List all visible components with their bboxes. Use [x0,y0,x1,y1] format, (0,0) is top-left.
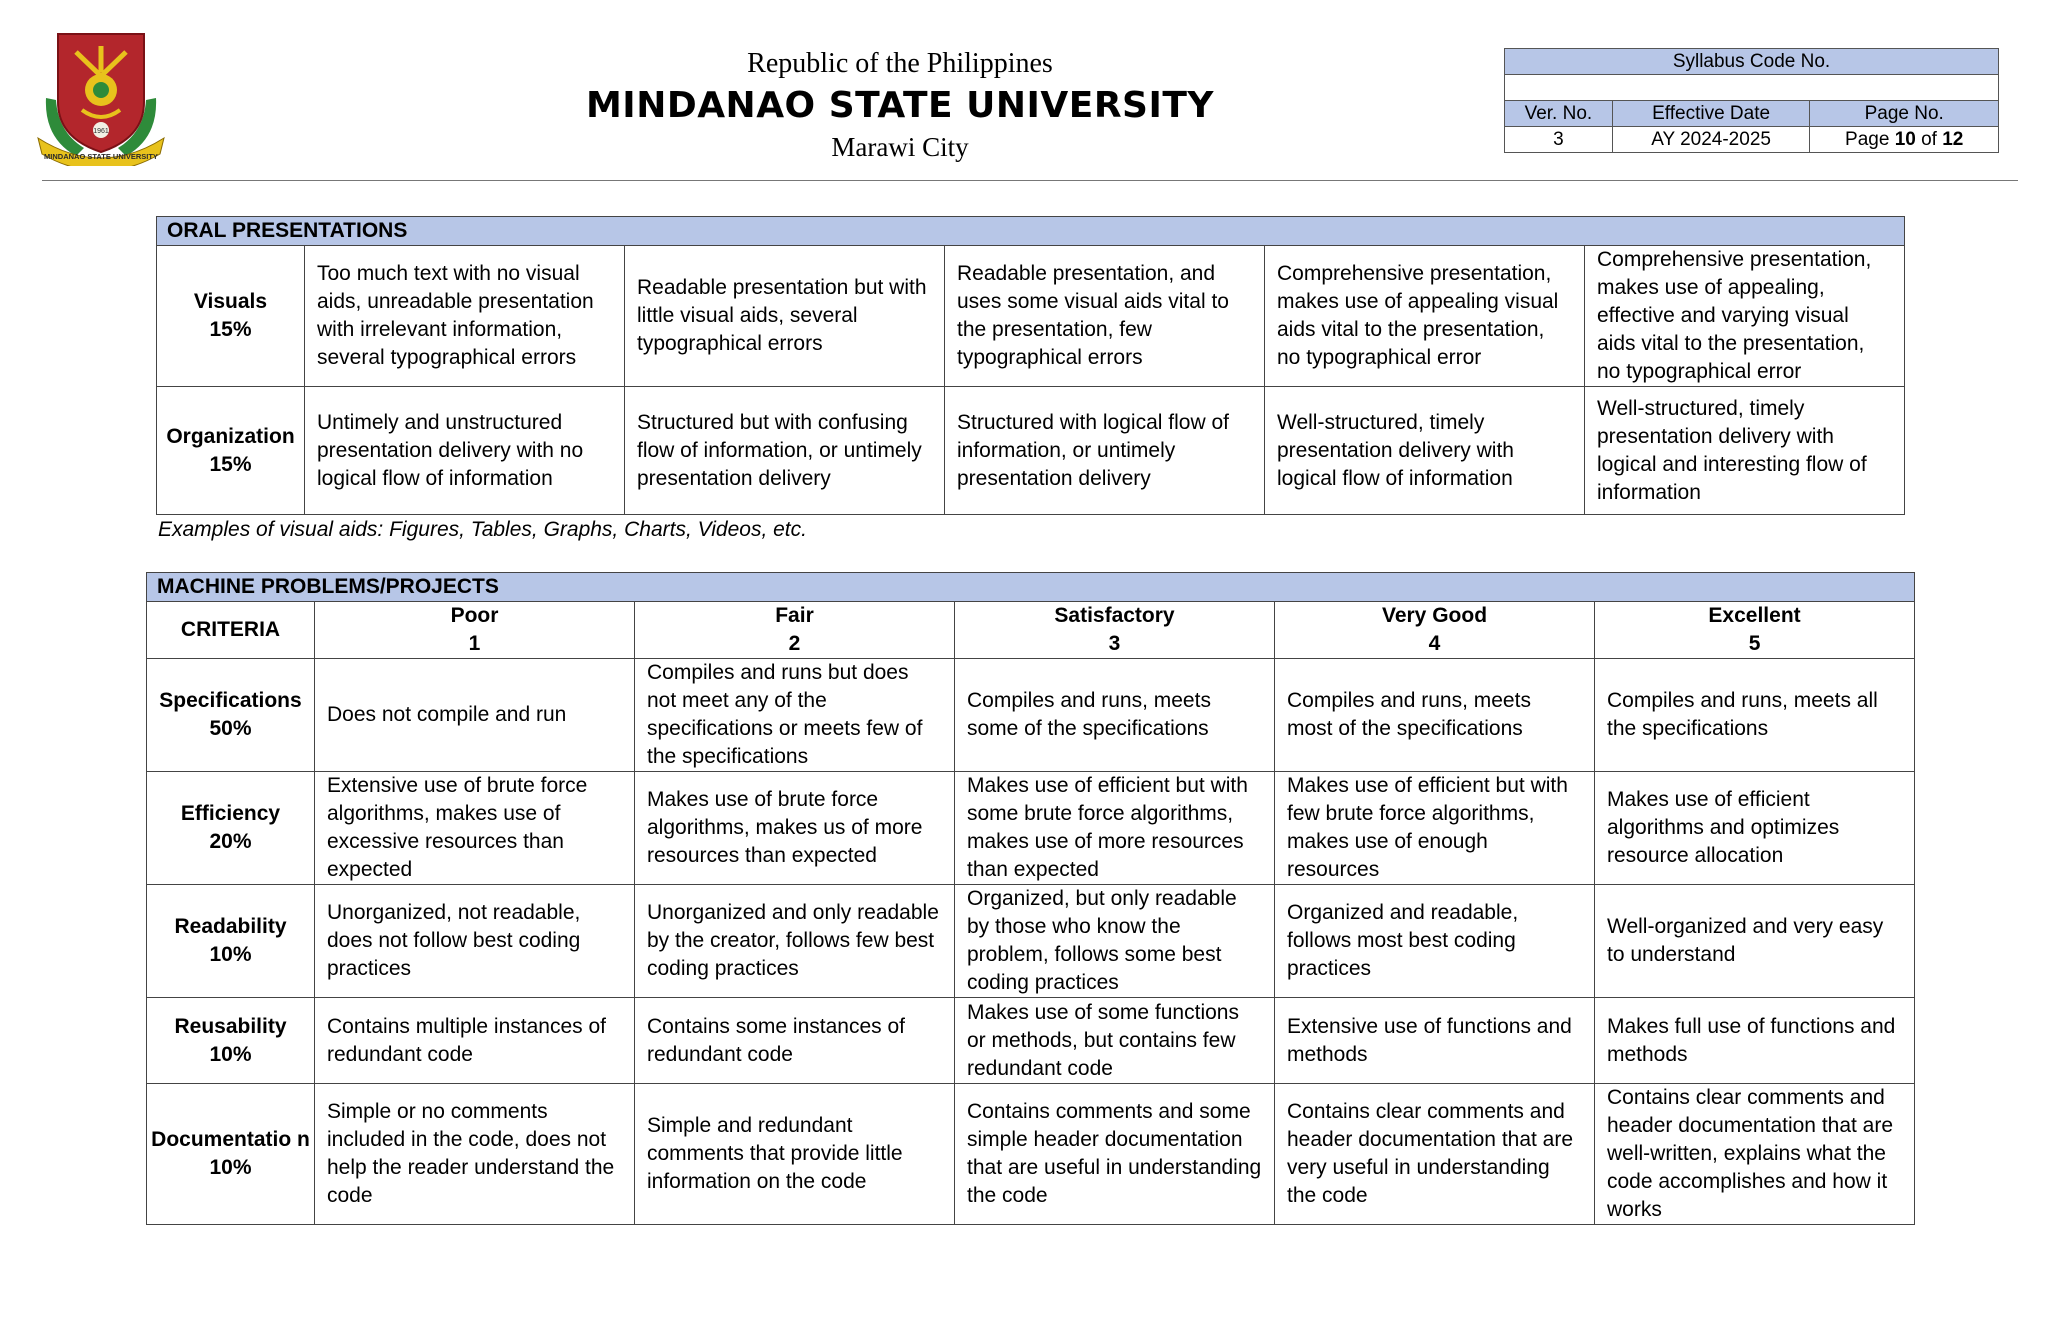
rubric-cell: Too much text with no visual aids, unreadable presentation with irrelevant information, several typographical errors [305,246,625,387]
rubric-cell: Makes full use of functions and methods [1595,998,1915,1084]
rubric-cell: Contains comments and some simple header documentation that are useful in understanding the code [955,1084,1275,1225]
rubric-row [157,246,1905,387]
rubric-cell: Compiles and runs, meets all the specifications [1595,659,1915,772]
rubric-cell: Organized and readable, follows most best coding practices [1275,885,1595,998]
document-header [560,44,1240,166]
rubric-cell: Structured but with confusing flow of information, or untimely presentation delivery [625,387,945,515]
rubric-cell: Makes use of some functions or methods, but contains few redundant code [955,998,1275,1084]
rubric-cell: Makes use of brute force algorithms, makes us of more resources than expected [635,772,955,885]
level-header: Excellent 5 [1595,602,1915,659]
rubric-cell: Contains clear comments and header documentation that are well-written, explains what the code accomplishes and how it works [1595,1084,1915,1225]
svg-text:MINDANAO STATE UNIVERSITY: MINDANAO STATE UNIVERSITY [44,152,158,161]
level-header: Satisfactory 3 [955,602,1275,659]
rubric-cell: Readable presentation, and uses some visual aids vital to the presentation, few typographical errors [945,246,1265,387]
syllabus-code-label: Syllabus Code No. [1505,49,1999,75]
rubric-row [157,387,1905,515]
rubric-row [147,885,1915,998]
rubric-row [147,659,1915,772]
rubric-cell: Well-organized and very easy to understand [1595,885,1915,998]
criterion-cell: Documentatio n 10% [147,1084,315,1225]
rubric-cell: Well-structured, timely presentation delivery with logical and interesting flow of information [1585,387,1905,515]
criterion-cell: Efficiency 20% [147,772,315,885]
effective-date-label: Effective Date [1612,101,1810,127]
svg-text:1961: 1961 [93,128,109,135]
header-divider [42,180,2018,181]
criterion-cell: Specifications 50% [147,659,315,772]
syllabus-code-box [1504,48,1999,153]
msu-seal-logo [36,28,166,166]
rubric-cell: Contains clear comments and header documentation that are very useful in understanding the code [1275,1084,1595,1225]
criterion-cell: Reusability 10% [147,998,315,1084]
rubric-cell: Compiles and runs, meets most of the specifications [1275,659,1595,772]
rubric-cell: Makes use of efficient algorithms and optimizes resource allocation [1595,772,1915,885]
rubric-cell: Organized, but only readable by those who know the problem, follows some best coding practices [955,885,1275,998]
effective-date-value: AY 2024-2025 [1612,127,1810,153]
syllabus-code-value [1505,75,1999,101]
rubric-cell: Does not compile and run [315,659,635,772]
rubric-cell: Comprehensive presentation, makes use of appealing, effective and varying visual aids vital to the presentation, no typographical error [1585,246,1905,387]
criterion-cell: Readability 10% [147,885,315,998]
version-value: 3 [1505,127,1613,153]
oral-presentations-rubric [156,216,1905,515]
rubric-cell: Compiles and runs but does not meet any of the specifications or meets few of the specifications [635,659,955,772]
rubric-cell: Compiles and runs, meets some of the specifications [955,659,1275,772]
rubric-cell: Unorganized, not readable, does not follow best coding practices [315,885,635,998]
rubric-cell: Well-structured, timely presentation delivery with logical flow of information [1265,387,1585,515]
page-no-label: Page No. [1810,101,1999,127]
section-title: ORAL PRESENTATIONS [157,217,1905,246]
section-title: MACHINE PROBLEMS/PROJECTS [147,573,1915,602]
rubric-cell: Simple and redundant comments that provide little information on the code [635,1084,955,1225]
criterion-cell: Organization 15% [157,387,305,515]
rubric-cell: Readable presentation but with little visual aids, several typographical errors [625,246,945,387]
rubric-row [147,772,1915,885]
rubric-cell: Unorganized and only readable by the creator, follows few best coding practices [635,885,955,998]
rubric-cell: Contains multiple instances of redundant code [315,998,635,1084]
university-name: MINDANAO STATE UNIVERSITY [585,85,1215,126]
rubric-cell: Makes use of efficient but with some brute force algorithms, makes use of more resources than expected [955,772,1275,885]
level-header: Very Good 4 [1275,602,1595,659]
version-label: Ver. No. [1505,101,1613,127]
level-header: Fair 2 [635,602,955,659]
rubric-cell: Extensive use of functions and methods [1275,998,1595,1084]
page-no-value: Page 10 of 12 [1810,127,1999,153]
rubric-cell: Comprehensive presentation, makes use of appealing visual aids vital to the presentation, no typographical error [1265,246,1585,387]
machine-problems-rubric [146,572,1915,1225]
city-text: Marawi City [831,132,969,162]
rubric-row [147,1084,1915,1225]
level-header: Poor 1 [315,602,635,659]
criterion-cell: Visuals 15% [157,246,305,387]
rubric-cell: Simple or no comments included in the code, does not help the reader understand the code [315,1084,635,1225]
header-row [147,602,1915,659]
rubric-cell: Extensive use of brute force algorithms, makes use of excessive resources than expected [315,772,635,885]
rubric-cell: Contains some instances of redundant code [635,998,955,1084]
criteria-header: CRITERIA [147,602,315,659]
republic-text: Republic of the Philippines [747,48,1053,79]
rubric-cell: Structured with logical flow of information, or untimely presentation delivery [945,387,1265,515]
rubric-cell: Untimely and unstructured presentation delivery with no logical flow of information [305,387,625,515]
rubric-cell: Makes use of efficient but with few brute force algorithms, makes use of enough resources [1275,772,1595,885]
rubric-row [147,998,1915,1084]
visual-aids-note: Examples of visual aids: Figures, Tables, Graphs, Charts, Videos, etc. [158,518,807,541]
